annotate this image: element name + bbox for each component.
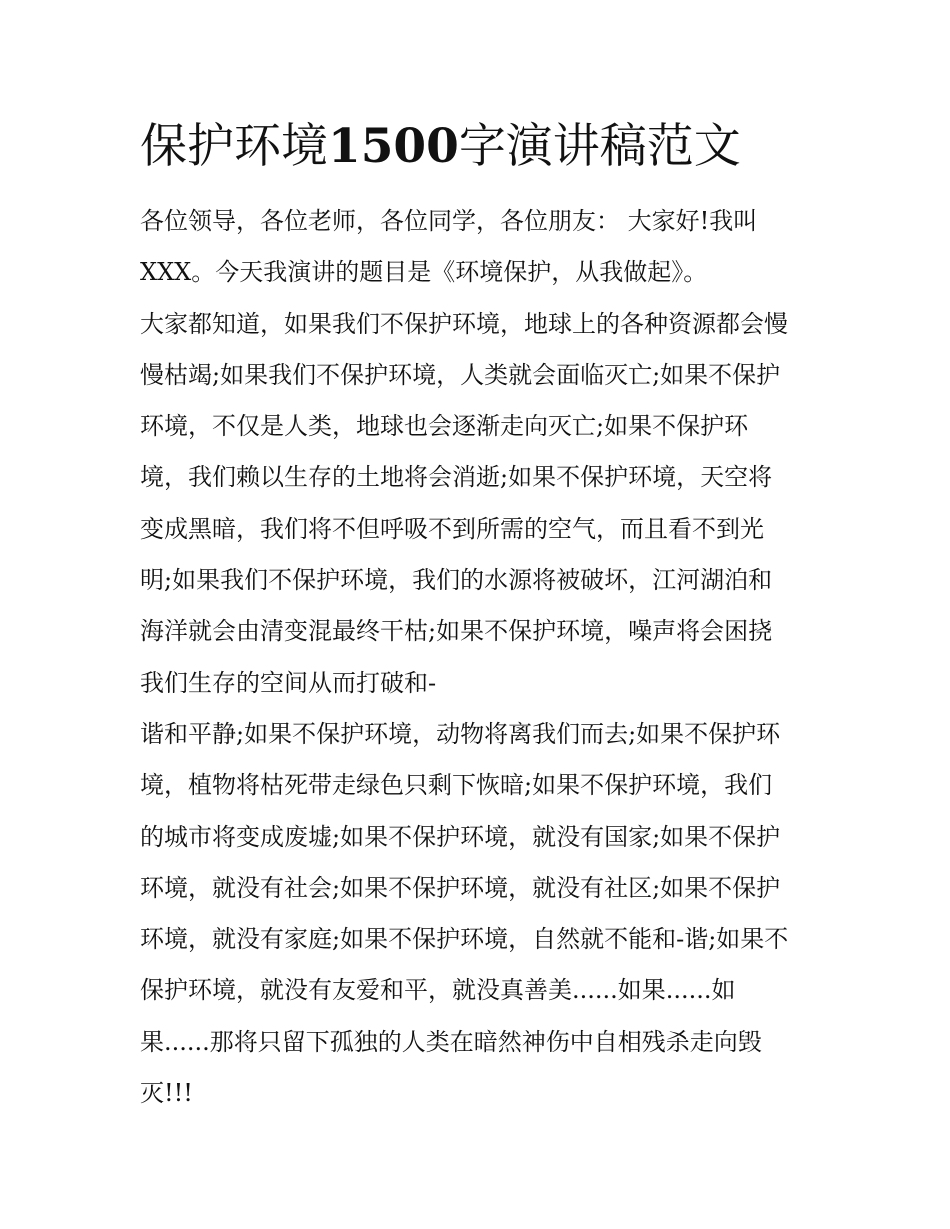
text-line: 保护环境，就没有友爱和平，就没真善美......如果......如 — [140, 976, 736, 1005]
text-line: 环境，就没有社会;如果不保护环境，就没有社区;如果不保护 — [140, 873, 781, 902]
text-line: XXX。今天我演讲的题目是《环境保护，从我做起》。 — [140, 258, 708, 287]
text-line: 大家都知道，如果我们不保护环境，地球上的各种资源都会慢 — [140, 309, 788, 338]
text-line: 环境，就没有家庭;如果不保护环境，自然就不能和-谐;如果不 — [140, 925, 789, 954]
title-number: 1500 — [328, 119, 459, 174]
text-line: 灭!!! — [140, 1079, 193, 1108]
text-line: 各位领导，各位老师，各位同学，各位朋友： 大家好!我叫 — [140, 207, 758, 235]
text-line: 海洋就会由清变混最终干枯;如果不保护环境，噪声将会困挠 — [140, 617, 773, 646]
text-line: 谐和平静;如果不保护环境，动物将离我们而去;如果不保护环 — [140, 719, 781, 748]
text-line: 明;如果我们不保护环境，我们的水源将被破坏，江河湖泊和 — [140, 566, 773, 595]
text-line: 我们生存的空间从而打破和- — [140, 668, 437, 697]
text-line: 慢枯竭;如果我们不保护环境，人类就会面临灭亡;如果不保护 — [140, 360, 781, 389]
text-line: 果......那将只留下孤独的人类在暗然神伤中自相残杀走向毁 — [140, 1027, 762, 1056]
document-body — [140, 196, 830, 1119]
text-line: 境，我们赖以生存的土地将会消逝;如果不保护环境，天空将 — [140, 463, 773, 492]
title-suffix: 字演讲稿范文 — [458, 119, 741, 174]
text-line: 环境，不仅是人类，地球也会逐渐走向灭亡;如果不保护环 — [140, 412, 749, 441]
text-line: 的城市将变成废墟;如果不保护环境，就没有国家;如果不保护 — [140, 822, 781, 851]
text-line: 变成黑暗，我们将不但呼吸不到所需的空气，而且看不到光 — [140, 514, 764, 543]
title-prefix: 保护环境 — [140, 119, 328, 174]
document-title — [140, 116, 741, 178]
text-line: 境，植物将枯死带走绿色只剩下恢暗;如果不保护环境，我们 — [140, 771, 773, 800]
